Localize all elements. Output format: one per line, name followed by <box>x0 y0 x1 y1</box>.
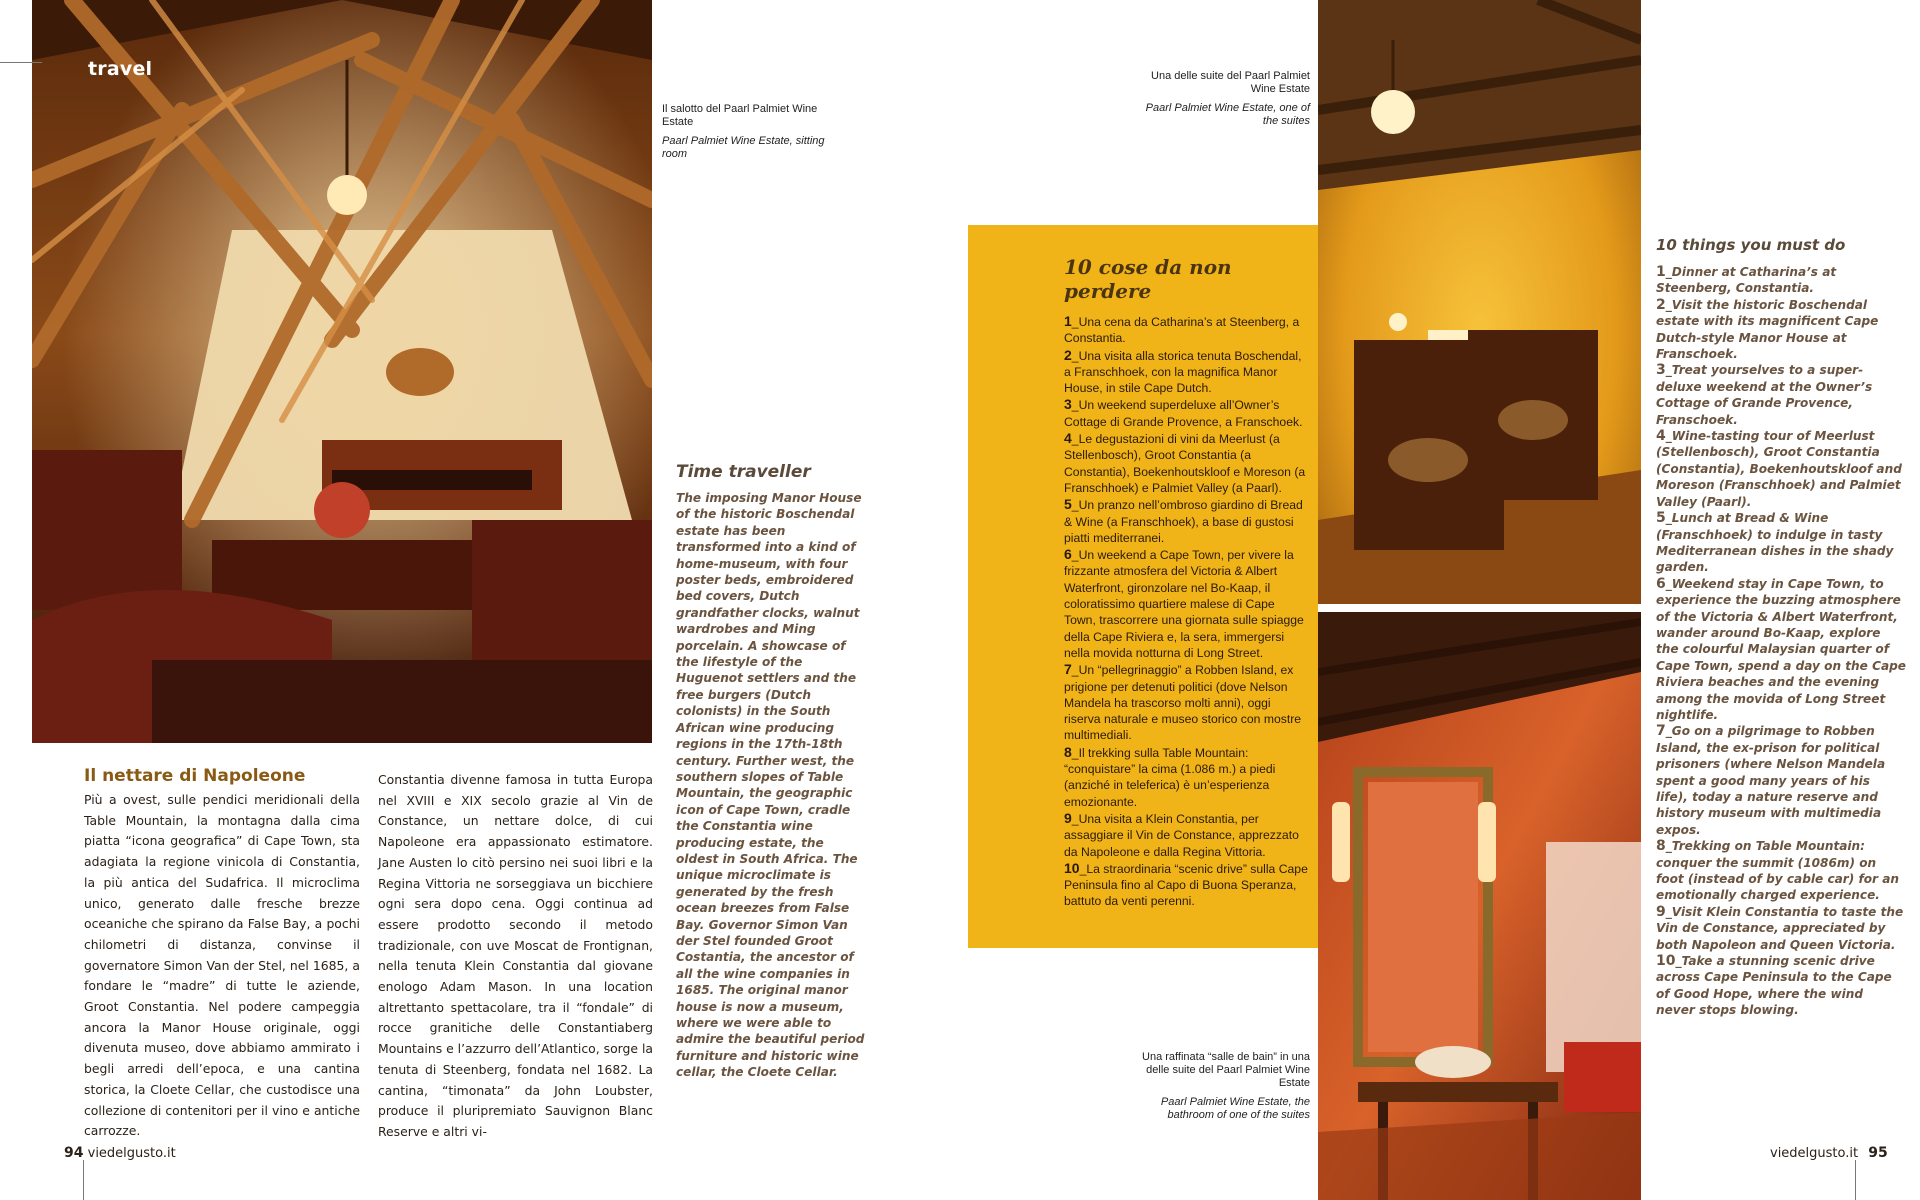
list-item: 9_Visit Klein Constantia to taste the Vin de Constance, appreciated by both Napoleon and Queen Victoria. <box>1656 903 1904 952</box>
list-item: 5_Lunch at Bread & Wine (Franschhoek) to indulge in tasty Mediterranean dishes in the shady garden. <box>1656 510 1894 575</box>
list-item: 6_Weekend stay in Cape Town, to experience the buzzing atmosphere of the Victoria & Albert Waterfront, wander around Bo-Kaap, explore the colourful Malaysian quarter of Cape Town, spend a day on the Cape Riviera beaches and the evening among the movida of Long Street nightlife. <box>1656 575 1906 722</box>
list-item: 7_Go on a pilgrimage to Robben Island, the ex-prison for political prisoners (where Nelson Mandela spent a good many years of his life), today a nature reserve and history museum with multimedia expos. <box>1656 723 1886 837</box>
article-body-1: Più a ovest, sulle pendici meridionali della Table Mountain, la montagna dalla cima piatta “icona geografica” di Cape Town, sta adagiata la regione vinicola di Constantia, la più antica del Sudafrica. Il microclima unico, generato dalle fresche brezze oceaniche che spirano da False Bay, a pochi chilometri di distanza, convinse il governatore Simon Van der Stel, nel 1685, a fondare le “madre” di tutte le aziende, Groot Constantia. Nel podere campeggia ancora la Manor House originale, oggi divenuta museo, dove abbiamo ammirato i begli arredi dell’epoca, e una cantina storica, la Cloete Cellar, che custodisce una collezione di contenitori per il vino e antiche carrozze. <box>84 792 360 1139</box>
time-traveller-box <box>676 462 868 1081</box>
footer-rule-left <box>83 1160 84 1200</box>
page-number-left: 94 <box>64 1145 84 1161</box>
list-item: 9_Una visita a Klein Constantia, per assaggiare il Vin de Constance, apprezzato da Napoleone e dalla Regina Vittoria. <box>1064 809 1299 859</box>
cose-da-non-perdere-box <box>968 225 1318 948</box>
article-column-2 <box>378 770 653 1143</box>
section-label: travel <box>88 58 153 80</box>
cose-da-non-perdere-title: 10 cose da non perdere <box>1064 255 1232 303</box>
list-item: 6_Un weekend a Cape Town, per vivere la frizzante atmosfera del Victoria & Albert Waterfront, gironzolare nel Bo-Kaap, il coloratissimo quartiere malese di Cape Town, trascorrere una giornata sulle spiagge della Cape Riviera e, la sera, immergersi nella movida notturna di Long Street. <box>1064 546 1304 660</box>
list-item: 1_Dinner at Catharina’s at Steenberg, Constantia. <box>1656 264 1837 296</box>
caption-en: Paarl Palmiet Wine Estate, sitting room <box>662 135 825 160</box>
things-you-must-do-list <box>1656 264 1906 1019</box>
caption-bathroom <box>1130 1051 1310 1122</box>
list-item: 10_La straordinaria “scenic drive” sulla Cape Peninsula fino al Capo di Buona Speranza, battuto da venti perenni. <box>1064 859 1308 909</box>
time-traveller-title: Time traveller <box>676 462 811 482</box>
site-name-left: viedelgusto.it <box>87 1146 176 1161</box>
article-column-1 <box>84 766 360 1142</box>
caption-sitting-room <box>662 103 832 161</box>
list-item: 8_Trekking on Table Mountain: conquer the summit (1086m) on foot (instead of by cable car) for an emotionally charged experience. <box>1656 838 1899 903</box>
things-you-must-do-title: 10 things you must do <box>1656 236 1846 254</box>
photo-bathroom <box>1318 612 1641 1200</box>
time-traveller-body: The imposing Manor House of the historic Boschendal estate has been transformed into a kind of home-museum, with four poster beds, embroidered bed covers, Dutch grandfather clocks, walnut wardrobes and Ming porcelain. A showcase of the lifestyle of the Huguenot settlers and the free burgers (Dutch colonists) in the South African wine producing regions in the 17th-18th century. Further west, the southern slopes of Table Mountain, the geographic icon of Cape Town, cradle the Constantia wine producing estate, the oldest in South Africa. The unique microclimate is generated by the fresh ocean breezes from False Bay. Governor Simon Van der Stel founded Groot Costantia, the ancestor of all the wine companies in 1685. The original manor house is now a museum, where we were able to admire the beautiful period furniture and historic wine cellar, the Cloete Cellar. <box>676 491 865 1080</box>
photo-sitting-room <box>32 0 652 743</box>
list-item: 1_Una cena da Catharina’s at Steenberg, a Constantia. <box>1064 313 1300 346</box>
site-name-right: viedelgusto.it <box>1770 1146 1859 1161</box>
caption-suite <box>1140 70 1310 128</box>
list-item: 7_Un “pellegrinaggio” a Robben Island, ex prigione per detenuti politici (dove Nelson Mandela ha trascorso molti anni), oggi riserva naturale e museo storico con mostre multimediali. <box>1064 661 1302 743</box>
list-item: 4_Wine-tasting tour of Meerlust (Stellenbosch), Groot Constantia (Constantia), Boekenhoutskloof and Moreson (Franschhoek) and Palmiet Valley (Paarl). <box>1656 428 1902 509</box>
list-item: 2_Una visita alla storica tenuta Boschendal, a Franschhoek, con la magnifica Manor House, in stile Cape Dutch. <box>1064 346 1302 396</box>
caption-it: Una delle suite del Paarl Palmiet Wine Estate <box>1151 70 1310 95</box>
page-number-right: 95 <box>1868 1145 1888 1161</box>
footer-left <box>64 1145 176 1161</box>
section-rule <box>0 62 42 63</box>
footer-right <box>1770 1145 1888 1161</box>
caption-it: Il salotto del Paarl Palmiet Wine Estate <box>662 103 818 128</box>
things-you-must-do-box <box>1656 236 1906 1019</box>
caption-it: Una raffinata “salle de bain” in una delle suite del Paarl Palmiet Wine Estate <box>1142 1051 1310 1089</box>
list-item: 3_Un weekend superdeluxe all’Owner’s Cottage di Grande Provence, a Franschoek. <box>1064 396 1303 429</box>
article-headline: Il nettare di Napoleone <box>84 766 306 786</box>
list-item: 3_Treat yourselves to a super-deluxe weekend at the Owner’s Cottage of Grande Provence, Franschoek. <box>1656 362 1873 427</box>
list-item: 8_Il trekking sulla Table Mountain: “conquistare” la cima (1.086 m.) a piedi (anziché in teleferica) è un’esperienza emozionante. <box>1064 743 1276 809</box>
article-body-2: Constantia divenne famosa in tutta Europa nel XVIII e XIX secolo grazie al Vin de Constance, un nettare dolce, di cui Napoleone era appassionato estimatore. Jane Austen lo citò persino nei suoi libri e la Regina Vittoria ne sorseggiava un bicchiere ogni sera dopo cena. Oggi continua ad essere prodotto secondo il metodo tradizionale, con uve Moscat de Frontignan, nella tenuta Klein Constantia dal giovane enologo Adam Mason. In una location altrettanto spettacolare, tra il “fondale” di rocce granitiche delle Constantiaberg Mountains e l’azzurro dell’Atlantico, sorge la tenuta di Steenberg, fondata nel 1682. La cantina, “timonata” da John Loubster, produce il pluripremiato Sauvignon Blanc Reserve e altri vi- <box>378 772 653 1139</box>
list-item: 2_Visit the historic Boschendal estate with its magnificent Cape Dutch-style Manor House at Franschoek. <box>1656 296 1879 362</box>
list-item: 5_Un pranzo nell’ombroso giardino di Bread & Wine (a Franschhoek), a base di gustosi piatti mediterranei. <box>1064 496 1303 545</box>
cose-da-non-perdere-list <box>1064 313 1309 910</box>
photo-suite <box>1318 0 1641 604</box>
caption-en: Paarl Palmiet Wine Estate, the bathroom of one of the suites <box>1160 1096 1310 1121</box>
caption-en: Paarl Palmiet Wine Estate, one of the suites <box>1145 102 1310 127</box>
list-item: 10_Take a stunning scenic drive across Cape Peninsula to the Cape of Good Hope, where the wind never stops blowing. <box>1656 953 1892 1018</box>
footer-rule-right <box>1855 1160 1856 1200</box>
list-item: 4_Le degustazioni di vini da Meerlust (a Stellenbosch), Groot Constantia (a Constantia), Boekenhoutskloof e Moreson (a Franschhoek) e Palmiet Valley (a Paarl). <box>1064 430 1306 495</box>
